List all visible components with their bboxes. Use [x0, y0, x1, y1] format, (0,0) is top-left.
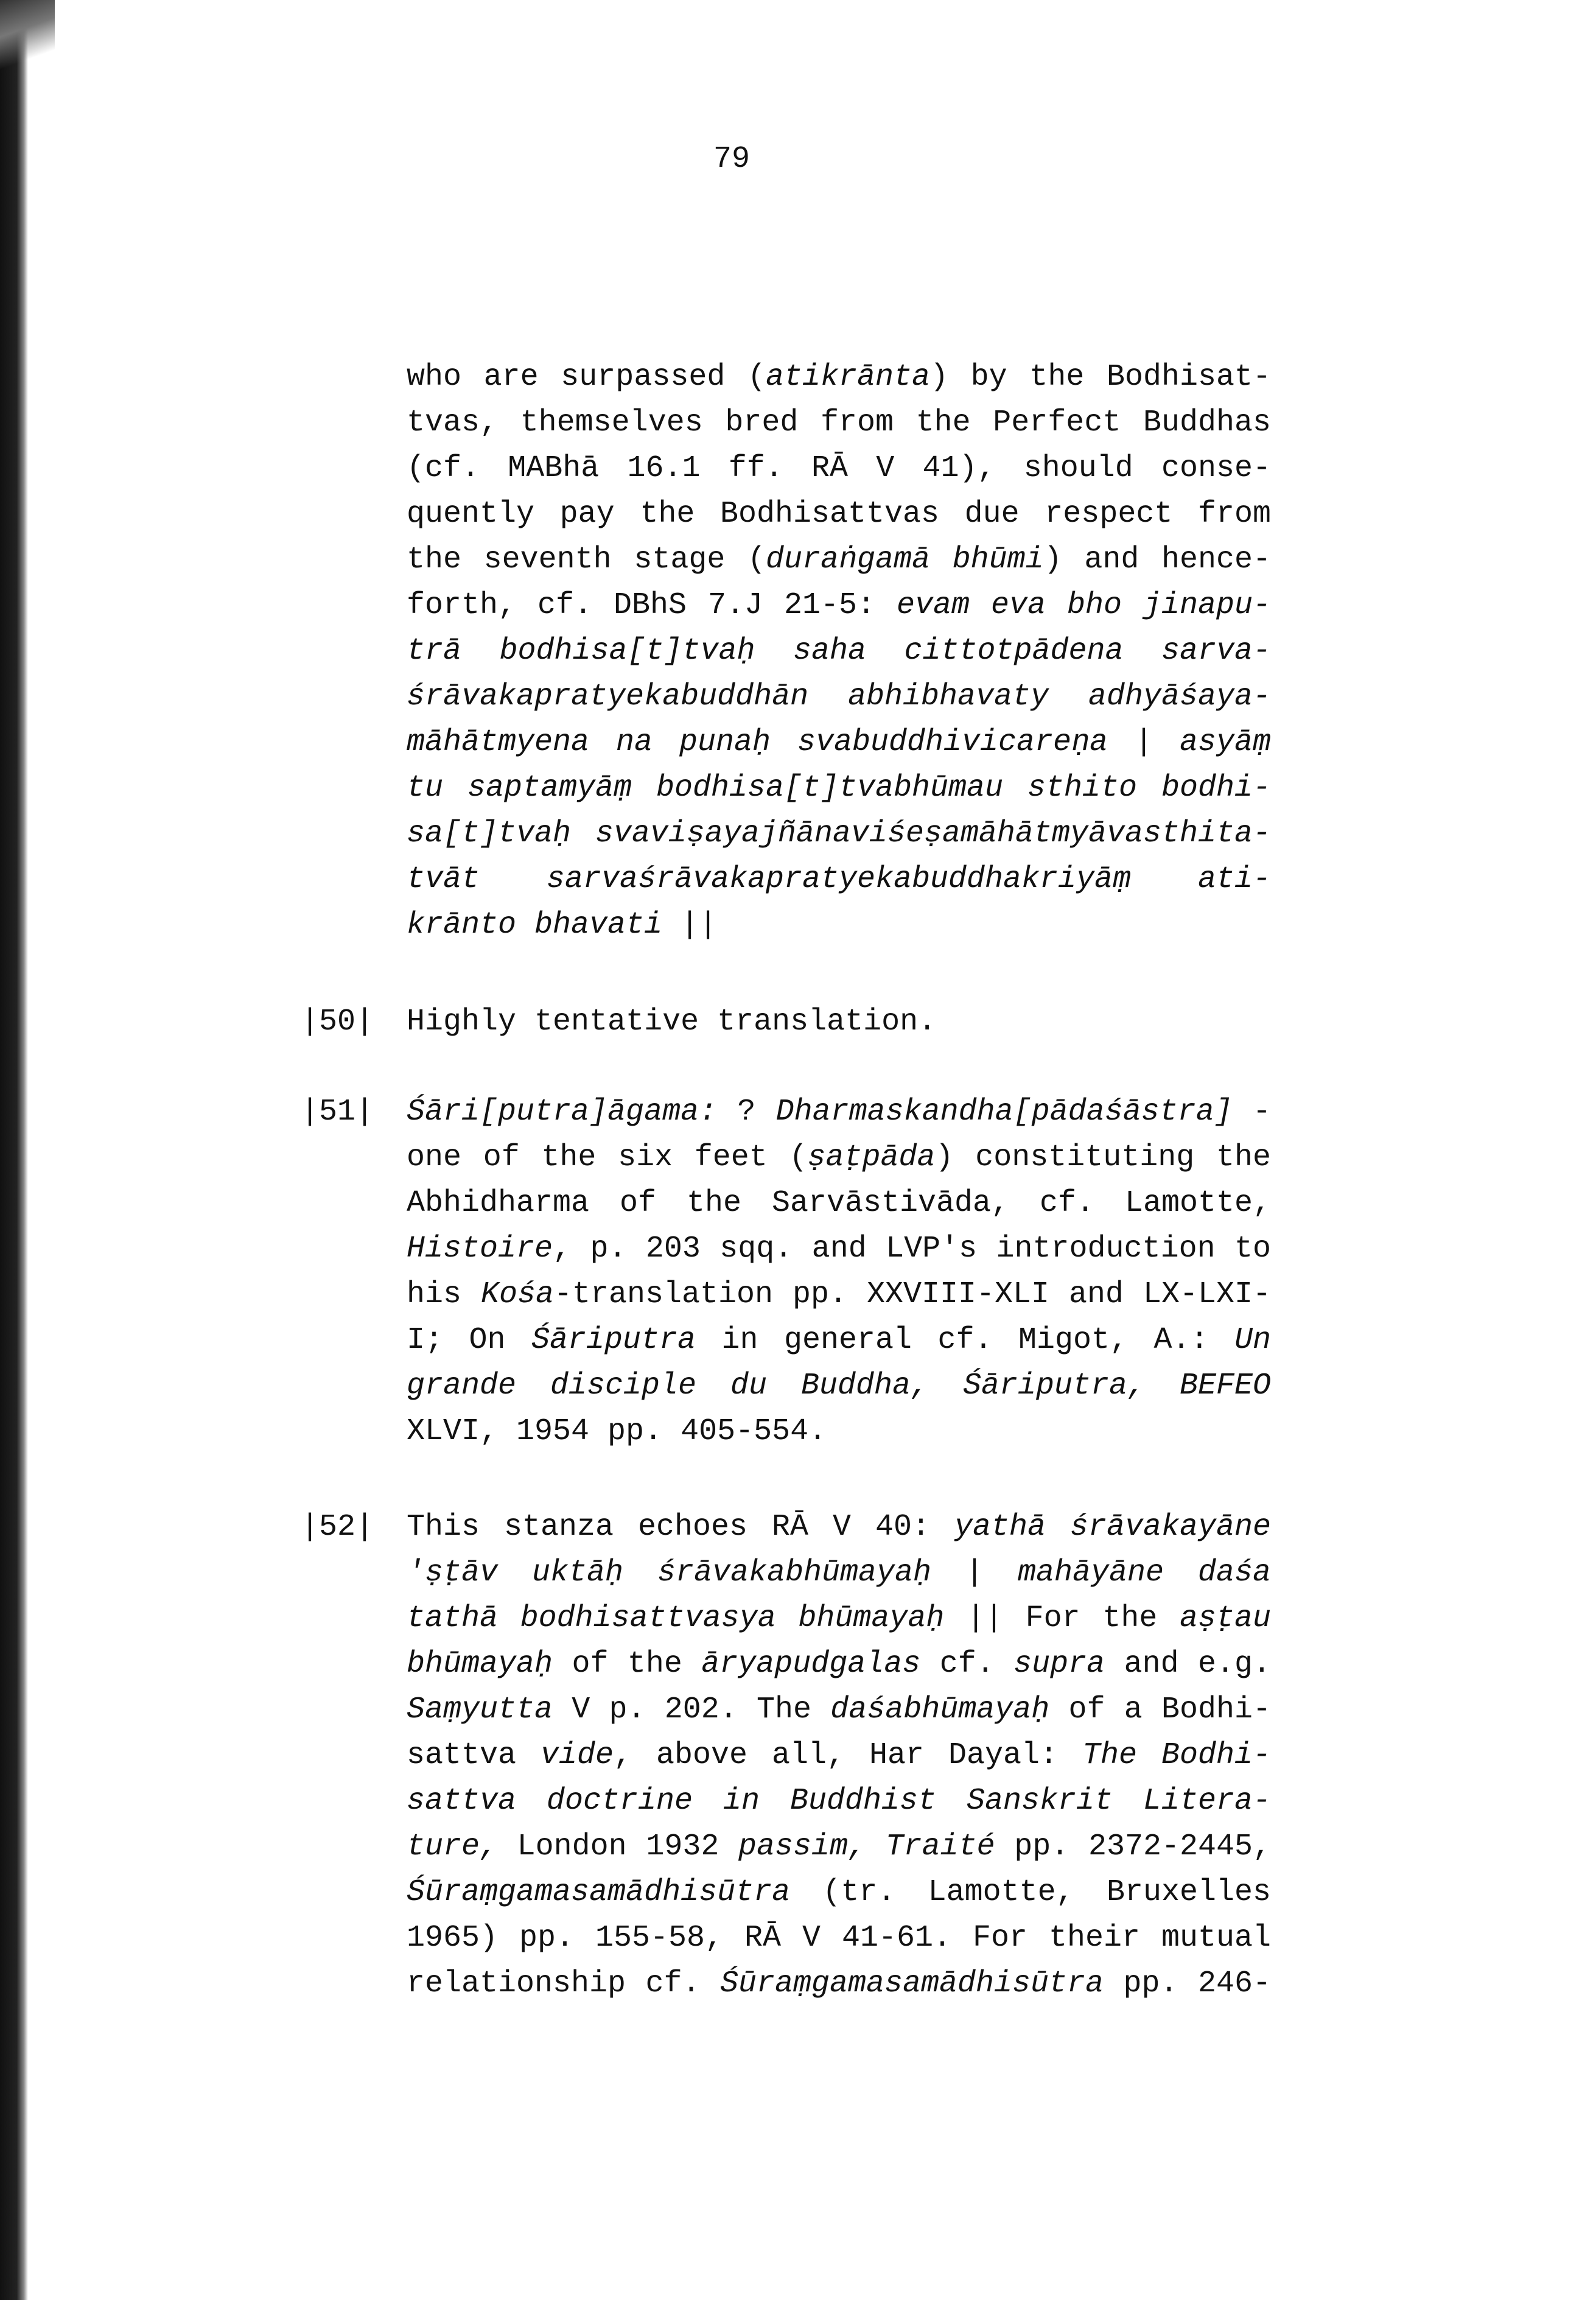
italic-text: Histoire	[407, 1232, 553, 1266]
italic-text: śrāvakapratyekabuddhān abhibhavaty adhyāśaya-	[407, 679, 1271, 714]
text: (tr. Lamotte, Bruxelles	[790, 1875, 1271, 1910]
text-line	[407, 1409, 1271, 1454]
italic-text: Śūraṃgamasamādhisūtra	[719, 1966, 1104, 2001]
text: Abhidharma of the Sarvāstivāda, cf. Lamotte,	[407, 1186, 1271, 1221]
text-line	[407, 1824, 1271, 1870]
text: ) and hence-	[1043, 542, 1272, 577]
text-line	[407, 1733, 1271, 1778]
italic-text: tathā bodhisattvasya bhūmayaḥ	[407, 1601, 945, 1636]
text-line	[407, 354, 1271, 400]
page-number: 79	[713, 142, 751, 177]
italic-text: 'ṣṭāv uktāḥ śrāvakabhūmayaḥ | mahāyāne daśa	[407, 1555, 1271, 1590]
italic-text: supra	[1013, 1647, 1105, 1681]
text: pp. 2372-2445,	[995, 1829, 1271, 1864]
text: of a Bodhi-	[1049, 1692, 1271, 1727]
italic-text: vide	[541, 1738, 614, 1773]
text: quently pay the Bodhisattvas due respect from	[407, 497, 1271, 531]
note-label-52: |52|	[301, 1510, 374, 1544]
note-label-50: |50|	[301, 1004, 374, 1039]
text-line	[407, 1687, 1271, 1733]
note-50	[407, 999, 1271, 1045]
italic-text: ture,	[407, 1829, 499, 1864]
text-line	[407, 537, 1271, 583]
text-line	[407, 446, 1271, 491]
text: ?	[717, 1095, 776, 1129]
text-line	[407, 1641, 1271, 1687]
text: ) constituting the	[935, 1140, 1271, 1175]
text-line	[407, 1135, 1271, 1180]
text: sattva	[407, 1738, 541, 1773]
italic-text: Śūraṃgamasamādhisūtra	[407, 1875, 791, 1910]
note-52	[407, 1504, 1271, 2007]
italic-text: tvāt sarvaśrāvakapratyekabuddhakriyāṃ ati-	[407, 862, 1271, 897]
italic-text: krānto bhavati ||	[407, 908, 718, 942]
italic-text: The Bodhi-	[1082, 1738, 1271, 1773]
text: forth, cf. DBhS 7.J 21-5:	[407, 588, 897, 623]
italic-text: grande disciple du Buddha, Śāriputra, BEFEO	[407, 1369, 1271, 1403]
text: (cf. MABhā 16.1 ff. RĀ V 41), should conse-	[407, 451, 1271, 486]
text-line	[407, 1180, 1271, 1226]
text-line	[407, 1778, 1271, 1824]
text: one of the six feet (	[407, 1140, 808, 1175]
text-line	[407, 811, 1271, 857]
text-line	[407, 1363, 1271, 1409]
text-line	[407, 491, 1271, 537]
text: his	[407, 1277, 481, 1312]
italic-text: ṣaṭpāda	[807, 1140, 936, 1175]
text: , p. 203 sqq. and LVP's introduction to	[553, 1232, 1271, 1266]
italic-text: māhātmyena na punaḥ svabuddhivicareṇa | asyāṃ	[407, 725, 1271, 760]
italic-text: tu saptamyāṃ bodhisa[t]tvabhūmau sthito bodhi-	[407, 771, 1271, 805]
text: pp. 246-	[1104, 1966, 1271, 2001]
text: || For the	[944, 1601, 1180, 1636]
text-line	[407, 857, 1271, 902]
text-line	[407, 1226, 1271, 1272]
italic-text: āryapudgalas	[701, 1647, 921, 1681]
text-line	[407, 1870, 1271, 1915]
italic-text: evam eva bho jinapu-	[896, 588, 1271, 623]
scan-border	[0, 0, 28, 2300]
text: -translation pp. XXVIII-XLI and LX-LXI-	[554, 1277, 1271, 1312]
text: London 1932	[498, 1829, 738, 1864]
text: -	[1232, 1095, 1271, 1129]
italic-text: duraṅgamā bhūmi	[765, 542, 1044, 577]
note-51	[407, 1089, 1271, 1454]
italic-text: Śāriputra	[531, 1323, 696, 1358]
italic-text: Dharmaskandha[pādaśāstra]	[775, 1095, 1233, 1129]
text: Highly tentative translation.	[407, 1004, 937, 1039]
text: relationship cf.	[407, 1966, 720, 2001]
italic-text: passim, Traité	[738, 1829, 995, 1864]
italic-text: trā bodhisa[t]tvaḥ saha cittotpādena sarva-	[407, 634, 1271, 668]
text-line	[407, 1504, 1271, 1550]
italic-text: sattva doctrine in Buddhist Sanskrit Litera-	[407, 1784, 1271, 1818]
text: the seventh stage (	[407, 542, 766, 577]
italic-text: Kośa	[480, 1277, 554, 1312]
text-line	[407, 999, 1271, 1045]
text-line	[407, 1596, 1271, 1641]
text-line	[407, 902, 1271, 948]
text-line	[407, 765, 1271, 811]
italic-text: Saṃyutta	[407, 1692, 553, 1727]
italic-text: sa[t]tvaḥ svaviṣayajñānaviśeṣamāhātmyāvasthita-	[407, 816, 1271, 851]
text-line	[407, 628, 1271, 674]
text-line	[407, 1089, 1271, 1135]
text-line	[407, 583, 1271, 628]
text: cf.	[920, 1647, 1014, 1681]
text: who are surpassed (	[407, 360, 766, 394]
scan-shadow	[0, 0, 55, 73]
italic-text: yathā śrāvakayāne	[954, 1510, 1271, 1544]
italic-text: atikrānta	[765, 360, 931, 394]
text-line	[407, 1317, 1271, 1363]
italic-text: bhūmayaḥ	[407, 1647, 553, 1681]
text-line	[407, 1961, 1271, 2007]
text: I; On	[407, 1323, 531, 1358]
text-line	[407, 1550, 1271, 1596]
italic-text: aṣṭau	[1179, 1601, 1271, 1636]
text: V p. 202. The	[553, 1692, 831, 1727]
text: ) by the Bodhisat-	[930, 360, 1272, 394]
italic-text: Śāri[putra]āgama:	[407, 1095, 718, 1129]
italic-text: Un	[1234, 1323, 1272, 1358]
text-line	[407, 1915, 1271, 1961]
text-line	[407, 400, 1271, 446]
text-line	[407, 720, 1271, 765]
note-label-51: |51|	[301, 1095, 374, 1129]
text: of the	[553, 1647, 702, 1681]
text: XLVI, 1954 pp. 405-554.	[407, 1414, 827, 1449]
body-paragraph	[407, 354, 1271, 948]
text: 1965) pp. 155-58, RĀ V 41-61. For their mutual	[407, 1921, 1271, 1955]
text: This stanza echoes RĀ V 40:	[407, 1510, 954, 1544]
text: , above all, Har Dayal:	[614, 1738, 1082, 1773]
text-line	[407, 674, 1271, 720]
text: tvas, themselves bred from the Perfect Buddhas	[407, 405, 1271, 440]
text: and e.g.	[1105, 1647, 1271, 1681]
text: in general cf. Migot, A.:	[696, 1323, 1234, 1358]
text-line	[407, 1272, 1271, 1317]
italic-text: daśabhūmayaḥ	[830, 1692, 1050, 1727]
